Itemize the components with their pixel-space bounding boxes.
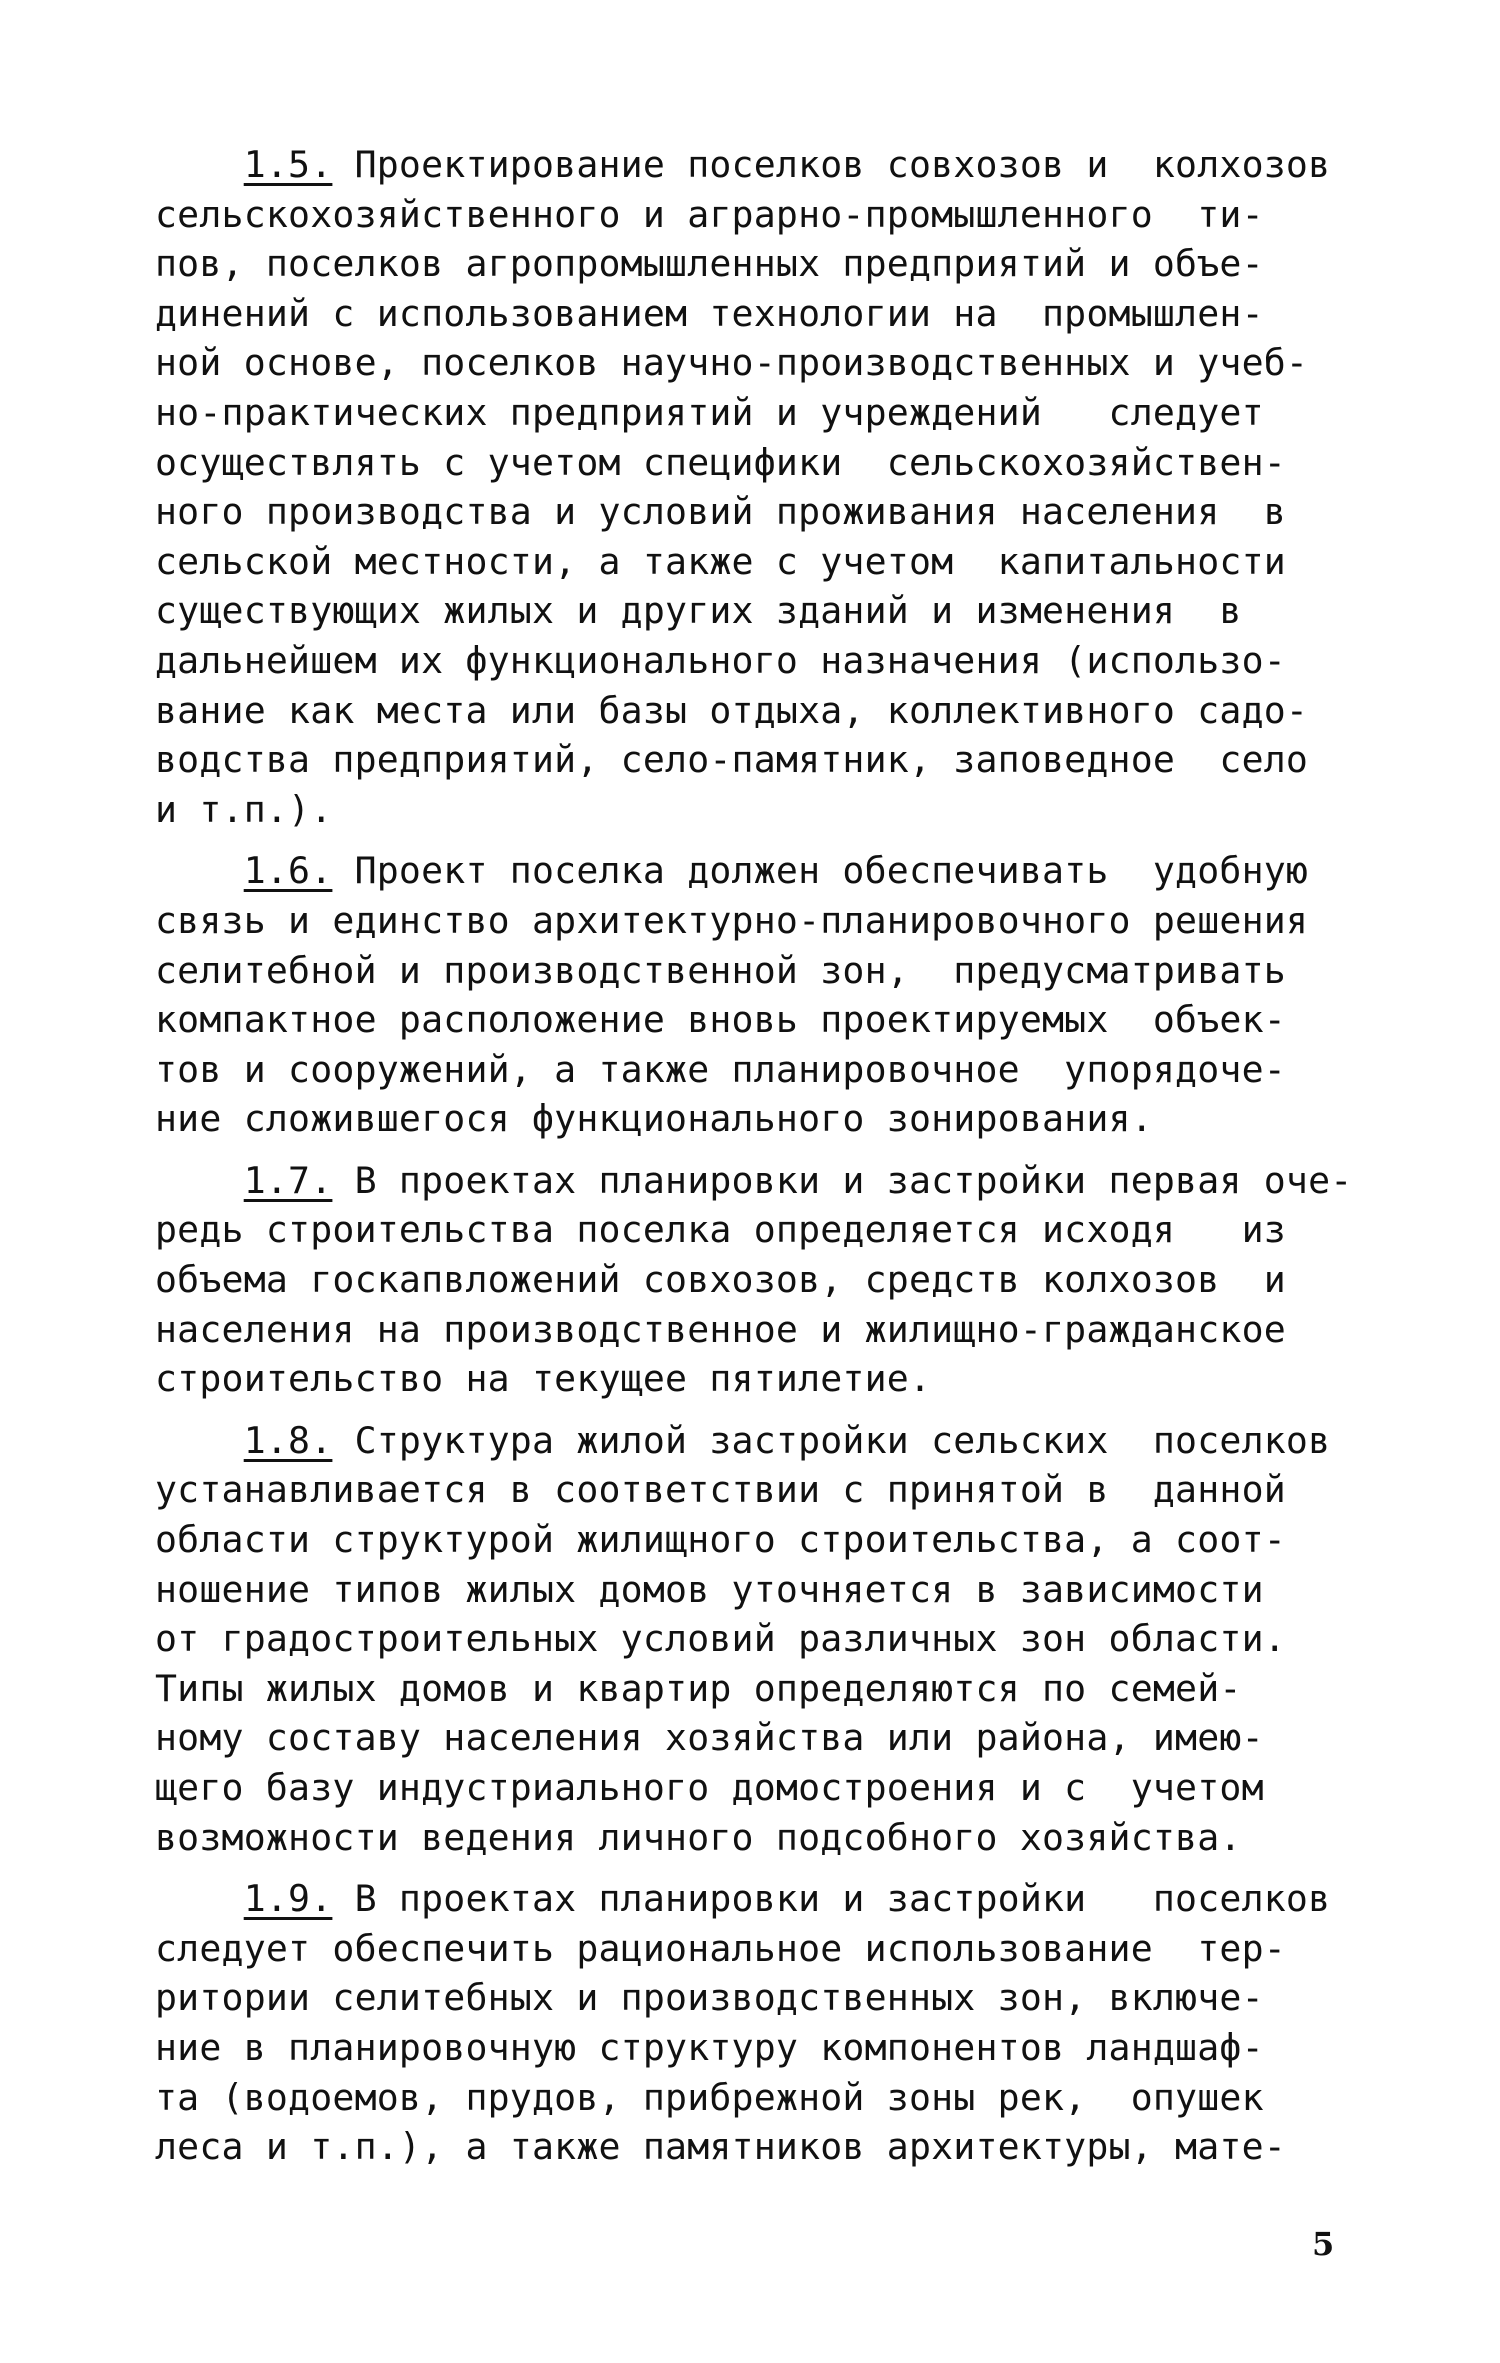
- text-line: и т.п.).: [155, 787, 333, 831]
- text-line: сельскохозяйственного и аграрно-промышленного ти-: [155, 192, 1264, 236]
- text-line: объема госкапвложений совхозов, средств колхозов и: [155, 1258, 1286, 1302]
- text-line: та (водоемов, прудов, прибрежной зоны рек, опушек: [155, 2075, 1264, 2119]
- line-text: Проектирование поселков совхозов и колхозов: [332, 143, 1331, 186]
- paragraph-1-6: [155, 846, 1355, 1144]
- text-line: пов, поселков агропромышленных предприятий и объе-: [155, 242, 1264, 286]
- text-line: Типы жилых домов и квартир определяются по семей-: [155, 1666, 1242, 1710]
- body-text: [155, 140, 1355, 2184]
- paragraph-1-8: [155, 1416, 1355, 1862]
- text-line: вание как места или базы отдыха, коллективного садо-: [155, 688, 1309, 732]
- paragraph-1-9: [155, 1874, 1355, 2172]
- paragraph-first-line: [155, 1416, 1355, 1466]
- text-line: ного производства и условий проживания населения в: [155, 490, 1286, 534]
- text-line: щего базу индустриального домостроения и с учетом: [155, 1766, 1264, 1809]
- line-text: В проектах планировки и застройки поселков: [332, 1877, 1331, 1921]
- text-line: строительство на текущее пятилетие.: [155, 1357, 932, 1401]
- text-line: существующих жилых и других зданий и изменения в: [155, 589, 1242, 633]
- section-number: 1.9.: [243, 1877, 333, 1921]
- text-line: ритории селитебных и производственных зон, включе-: [155, 1976, 1264, 2020]
- section-number: 1.6.: [243, 849, 333, 893]
- text-line: осуществлять с учетом специфики сельскохозяйствен-: [155, 440, 1286, 484]
- section-number: 1.5.: [243, 143, 333, 186]
- text-line: тов и сооружений, а также планировочное упорядоче-: [155, 1047, 1286, 1091]
- text-line: ношение типов жилых домов уточняется в зависимости: [155, 1567, 1264, 1611]
- paragraph-first-line: [155, 140, 1355, 190]
- paragraph-1-5: [155, 140, 1355, 834]
- text-line: леса и т.п.), а также памятников архитектуры, мате-: [155, 2125, 1286, 2169]
- section-number: 1.7.: [243, 1158, 333, 1202]
- text-line: сельской местности, а также с учетом капитальности: [155, 539, 1286, 583]
- page-number: 5: [1312, 2225, 1335, 2263]
- text-line: ние сложившегося функционального зонирования.: [155, 1097, 1153, 1141]
- paragraph-1-7: [155, 1156, 1355, 1404]
- text-line: селитебной и производственной зон, предусматривать: [155, 948, 1286, 992]
- text-line: водства предприятий, село-памятник, заповедное село: [155, 738, 1309, 782]
- text-line: возможности ведения личного подсобного хозяйства.: [155, 1815, 1242, 1859]
- text-line: ние в планировочную структуру компонентов ландшаф-: [155, 2025, 1264, 2069]
- line-text: Проект поселка должен обеспечивать удобную: [332, 849, 1309, 893]
- text-line: ному составу населения хозяйства или района, имею-: [155, 1716, 1264, 1760]
- text-line: от градостроительных условий различных зон области.: [155, 1617, 1286, 1661]
- section-number: 1.8.: [243, 1418, 333, 1462]
- text-line: редь строительства поселка определяется исходя из: [155, 1208, 1286, 1252]
- line-text: Структура жилой застройки сельских поселков: [332, 1418, 1331, 1462]
- text-line: динений с использованием технологии на промышлен-: [155, 291, 1264, 335]
- text-line: связь и единство архитектурно-планировочного решения: [155, 898, 1309, 942]
- text-line: области структурой жилищного строительства, а соот-: [155, 1518, 1286, 1562]
- paragraph-first-line: [155, 846, 1355, 896]
- paragraph-first-line: [155, 1874, 1355, 1924]
- text-line: устанавливается в соответствии с принятой в данной: [155, 1468, 1286, 1512]
- text-line: ной основе, поселков научно-производственных и учеб-: [155, 341, 1309, 385]
- line-text: В проектах планировки и застройки первая оче-: [332, 1158, 1353, 1202]
- text-line: следует обеспечить рациональное использование тер-: [155, 1926, 1286, 1970]
- paragraph-first-line: [155, 1156, 1355, 1206]
- text-line: компактное расположение вновь проектируемых объек-: [155, 998, 1286, 1042]
- text-line: дальнейшем их функционального назначения (использо-: [155, 638, 1286, 682]
- text-line: населения на производственное и жилищно-гражданское: [155, 1307, 1286, 1351]
- text-line: но-практических предприятий и учреждений следует: [155, 390, 1264, 434]
